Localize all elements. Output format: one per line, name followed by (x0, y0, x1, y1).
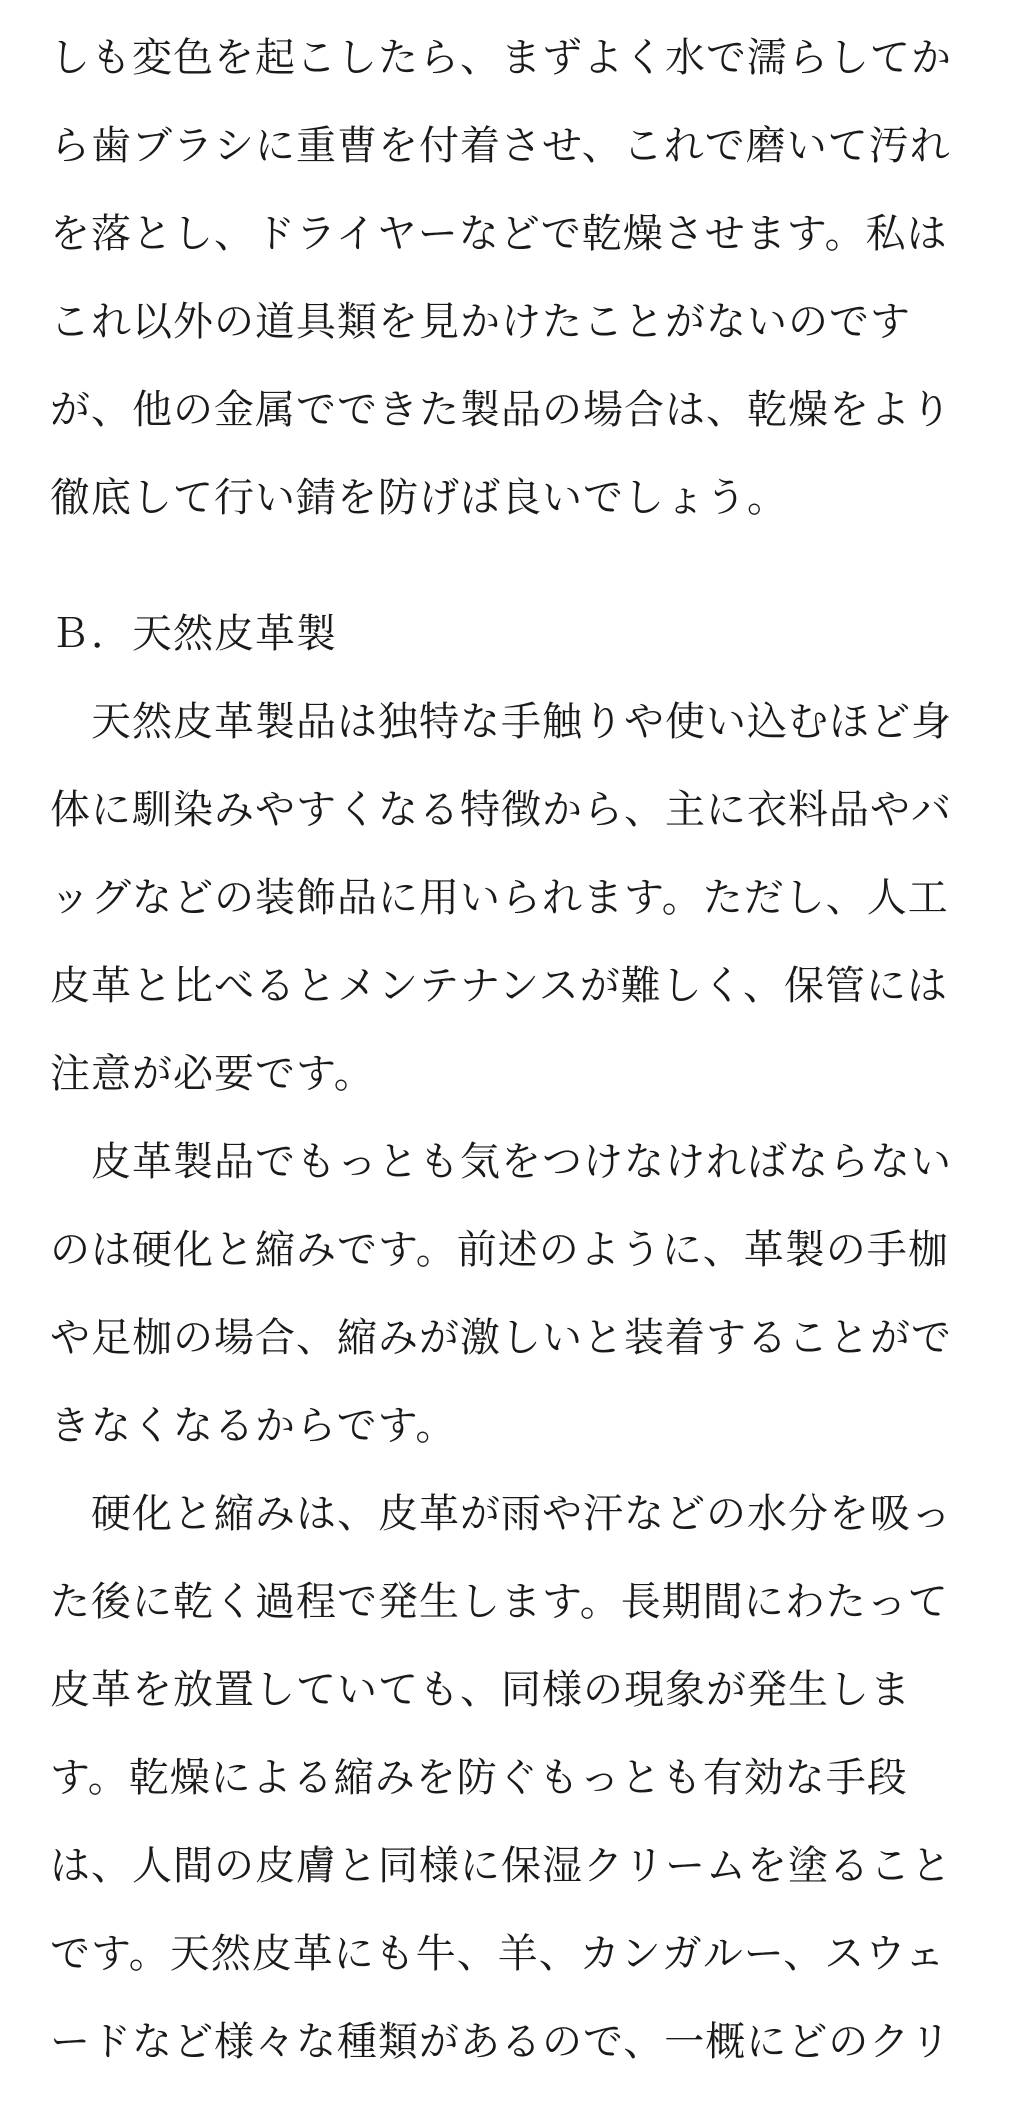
text-line: は、人間の皮膚と同様に保湿クリームを塗ること (50, 1843, 952, 1889)
text-line: ら歯ブラシに重曹を付着させ、これで磨いて汚れ (50, 123, 951, 169)
text-line: ードなど様々な種類があるので、一概にどのクリ (50, 2019, 952, 2065)
paragraph-a-continued (50, 36, 970, 520)
text-line: これ以外の道具類を見かけたことがないのです (50, 299, 911, 345)
text-line: 体に馴染みやすくなる特徴から、主に衣料品やバ (50, 787, 952, 833)
text-line: ッグなどの装飾品に用いられます。ただし、人工 (50, 875, 949, 921)
text-line: のは硬化と縮みです。前述のように、革製の手枷 (50, 1227, 949, 1273)
section-heading: Ｂ．天然皮革製 (50, 611, 337, 657)
text-line: 注意が必要です。 (50, 1051, 375, 1097)
text-line: す。乾燥による縮みを防ぐもっとも有効な手段 (50, 1755, 908, 1801)
paragraph-b-2 (50, 1140, 970, 1448)
document-page (50, 36, 970, 2108)
text-line: を落とし、ドライヤーなどで乾燥させます。私は (50, 211, 948, 257)
text-line: 天然皮革製品は独特な手触りや使い込むほど身 (50, 699, 952, 745)
text-line: 硬化と縮みは、皮革が雨や汗などの水分を吸っ (50, 1491, 952, 1537)
text-line: が、他の金属でできた製品の場合は、乾燥をより (50, 387, 952, 433)
text-line: た後に乾く過程で発生します。長期間にわたって (50, 1579, 949, 1625)
text-line: しも変色を起こしたら、まずよく水で濡らしてか (50, 35, 952, 81)
text-line: です。天然皮革にも牛、羊、カンガルー、スウェ (50, 1931, 946, 1977)
text-line: 皮革を放置していても、同様の現象が発生しま (50, 1667, 911, 1713)
text-line: きなくなるからです。 (50, 1403, 457, 1449)
text-line: 皮革と比べるとメンテナンスが難しく、保管には (50, 963, 948, 1009)
text-line: 徹底して行い錆を防げば良いでしょう。 (50, 475, 788, 521)
text-line: 皮革製品でもっとも気をつけなければならない (50, 1139, 952, 1185)
text-line: や足枷の場合、縮みが激しいと装着することがで (50, 1315, 952, 1361)
paragraph-b-3 (50, 1492, 970, 2064)
section-gap (50, 564, 970, 612)
paragraph-b-1 (50, 700, 970, 1096)
